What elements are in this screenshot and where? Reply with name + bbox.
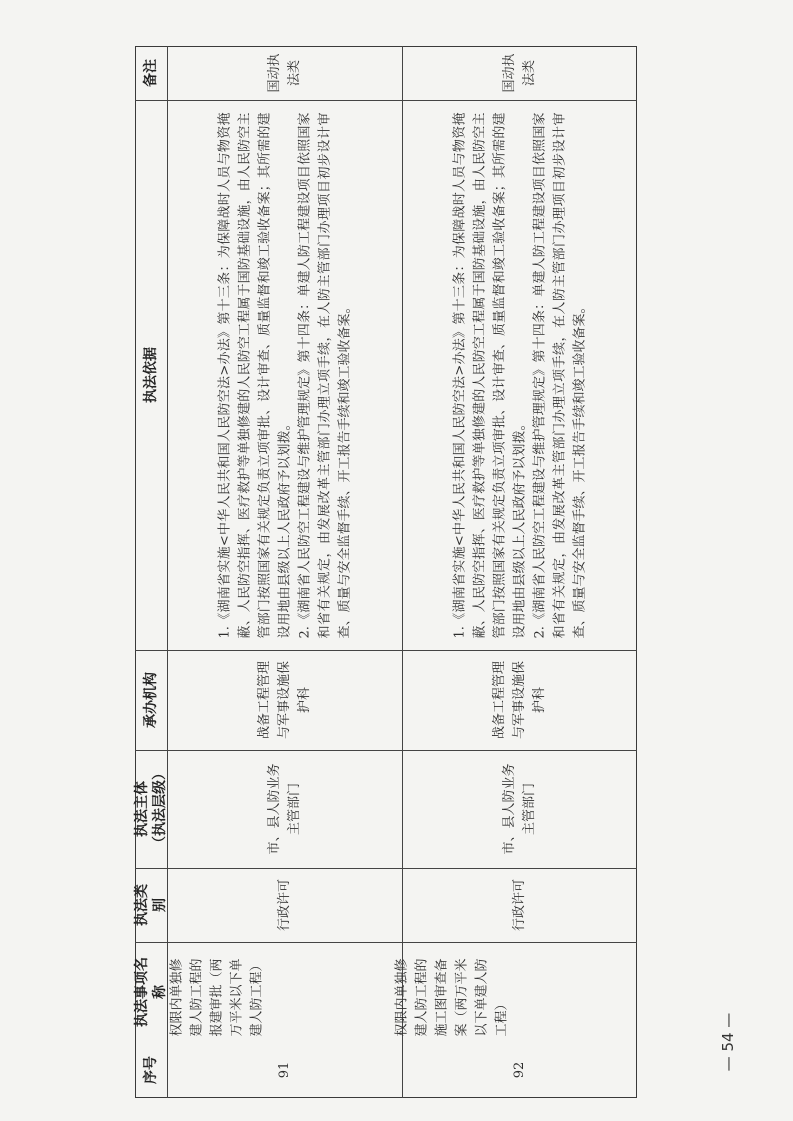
row-92-remark: 国动执法类 [501,53,537,93]
row-91-basis [167,100,402,650]
row-91-seq: 91 [276,1061,292,1079]
header-seq: 序号 [143,1056,159,1084]
header-basis: 执法依据 [143,347,159,403]
page-number: — 54 — [719,1012,737,1072]
row-91-basis-item-2: 2.《湖南省人民防空工程建设与维护管理规定》第十四条：单建人防工程建设项目依照国家和省有关规定，由发展改革主管部门办理立项手续，在人防主管部门办理项目初步设计审查、质量与安全监督手续、开工报告手续和竣工验收备案。 [296,112,352,638]
row-92-seq: 92 [511,1061,527,1079]
col-divider-category [135,868,637,869]
header-category: 执法类别 [134,884,168,926]
header-item-name: 执法事项名称 [134,957,168,1027]
row-91-subject: 市、县人防业务主管部门 [266,763,302,855]
row-91-remark: 国动执法类 [266,53,302,93]
row-92-basis-item-2: 2.《湖南省人民防空工程建设与维护管理规定》第十四条：单建人防工程建设项目依照国家和省有关规定，由发展改革主管部门办理立项手续，在人防主管部门办理项目初步设计审查、质量与安全监督手续、开工报告手续和竣工验收备案。 [531,112,587,638]
header-remark: 备注 [143,59,159,87]
row-91-agency: 战备工程管理与军事设施保护科 [256,661,312,740]
row-91-basis-item-1: 1.《湖南省实施<中华人民共和国人民防空法>办法》第十三条：为保障战时人员与物资掩蔽、人民防空指挥、医疗救护等单独修建的人民防空工程属于国防基础设施，由人民防空主管部门按照国家有关规定负责立项审批、设计审查、质量监督和竣工验收备案；其所需的建设用地由县级以上人民政府予以划拨。 [216,112,292,638]
row-92-subject: 市、县人防业务主管部门 [501,763,537,855]
header-subject: 执法主体（执法层级） [134,766,168,850]
row-91-category: 行政许可 [276,879,292,932]
row-92-basis [402,100,637,650]
row-92-item-name: 权限内单独修建人防工程的施工图审查备案（两万平米以下单建人防工程） [394,957,509,1036]
row-92-category: 行政许可 [511,879,527,932]
row-92-agency: 战备工程管理与军事设施保护科 [491,661,547,740]
row-91-item-name: 权限内单独修建人防工程的报建审批（两万平米以下单建人防工程） [169,957,264,1036]
row-92-basis-item-1: 1.《湖南省实施<中华人民共和国人民防空法>办法》第十三条：为保障战时人员与物资掩蔽、人民防空指挥、医疗救护等单独修建的人民防空工程属于国防基础设施，由人民防空主管部门按照国家有关规定负责立项审批、设计审查、质量监督和竣工验收备案；其所需的建设用地由县级以上人民政府予以划拨。 [451,112,527,638]
header-agency: 承办机构 [143,672,159,728]
